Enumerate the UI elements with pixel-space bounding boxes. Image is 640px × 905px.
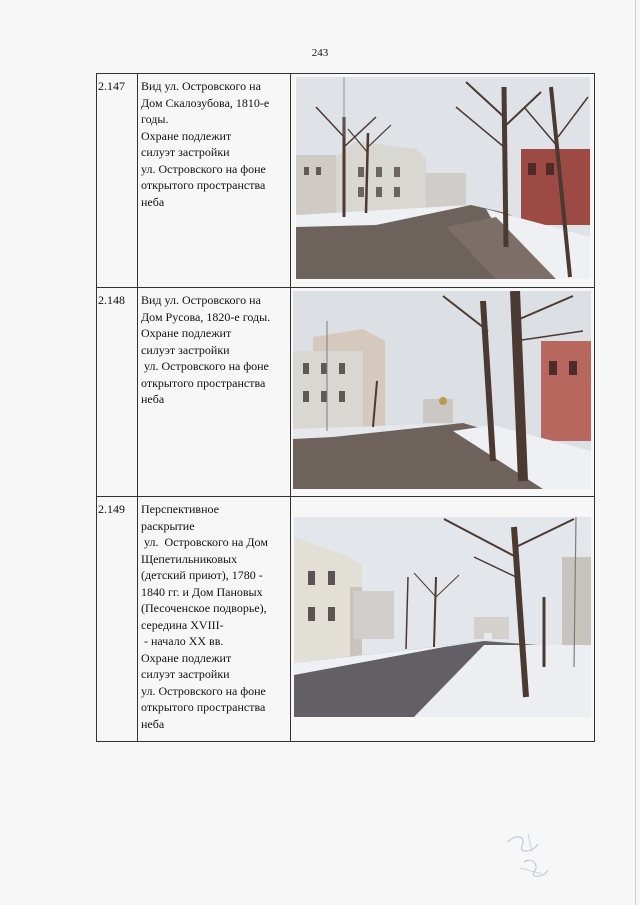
photo-cell [291, 497, 595, 742]
description-line: открытого пространства [141, 375, 266, 390]
description-line: Вид ул. Островского на [141, 79, 261, 93]
description-line: 1840 гг. и Дом Пановых [141, 584, 263, 599]
description-line: Охране подлежит [141, 128, 232, 143]
row-description [138, 74, 291, 288]
monuments-table [96, 73, 595, 742]
description-line: ул. Островского на фоне [141, 161, 266, 176]
description-line: ул. Островского на фоне [141, 359, 269, 373]
description-line: Охране подлежит [141, 650, 232, 665]
description-line: (детский приют), 1780 - [141, 568, 263, 582]
row-number: 2.148 [97, 288, 138, 497]
photo-cell [291, 288, 595, 497]
table-row [97, 497, 595, 742]
description-line: Дом Скалозубова, 1810-е [141, 95, 270, 110]
row-number: 2.147 [97, 74, 138, 288]
row-description [138, 288, 291, 497]
description-line: ул. Островского на фоне [141, 683, 266, 698]
description-line: ул. Островского на Дом [141, 535, 268, 549]
page-number: 243 [311, 47, 329, 59]
signature-mark [498, 822, 558, 882]
description-line: - начало XX вв. [141, 634, 224, 648]
description-line: Дом Русова, 1820-е годы. [141, 309, 271, 324]
description-line: неба [141, 392, 165, 406]
description-line: силуэт застройки [141, 145, 230, 159]
page-edge [635, 0, 636, 905]
description-line: середина XVIII- [141, 617, 224, 632]
description-line: годы. [141, 112, 169, 126]
description-line: открытого пространства [141, 178, 266, 192]
description-line: Щепетильниковых [141, 551, 238, 566]
row-number: 2.149 [97, 497, 138, 742]
description-line: (Песоченское подворье), [141, 601, 267, 615]
street-photo-icon [294, 517, 591, 717]
street-photo-icon [293, 291, 591, 489]
description-line: силуэт застройки [141, 342, 230, 357]
photo-cell [291, 74, 595, 288]
description-line: силуэт застройки [141, 667, 230, 681]
description-line: Вид ул. Островского на [141, 293, 261, 307]
table-row [97, 74, 595, 288]
description-line: Охране подлежит [141, 326, 232, 340]
description-line: открытого пространства [141, 700, 266, 714]
row-description [138, 497, 291, 742]
description-line: неба [141, 716, 165, 731]
street-photo-icon [296, 77, 590, 279]
description-line: неба [141, 194, 165, 209]
description-line: Перспективное [141, 502, 219, 516]
description-line: раскрытие [141, 518, 195, 533]
table-row [97, 288, 595, 497]
